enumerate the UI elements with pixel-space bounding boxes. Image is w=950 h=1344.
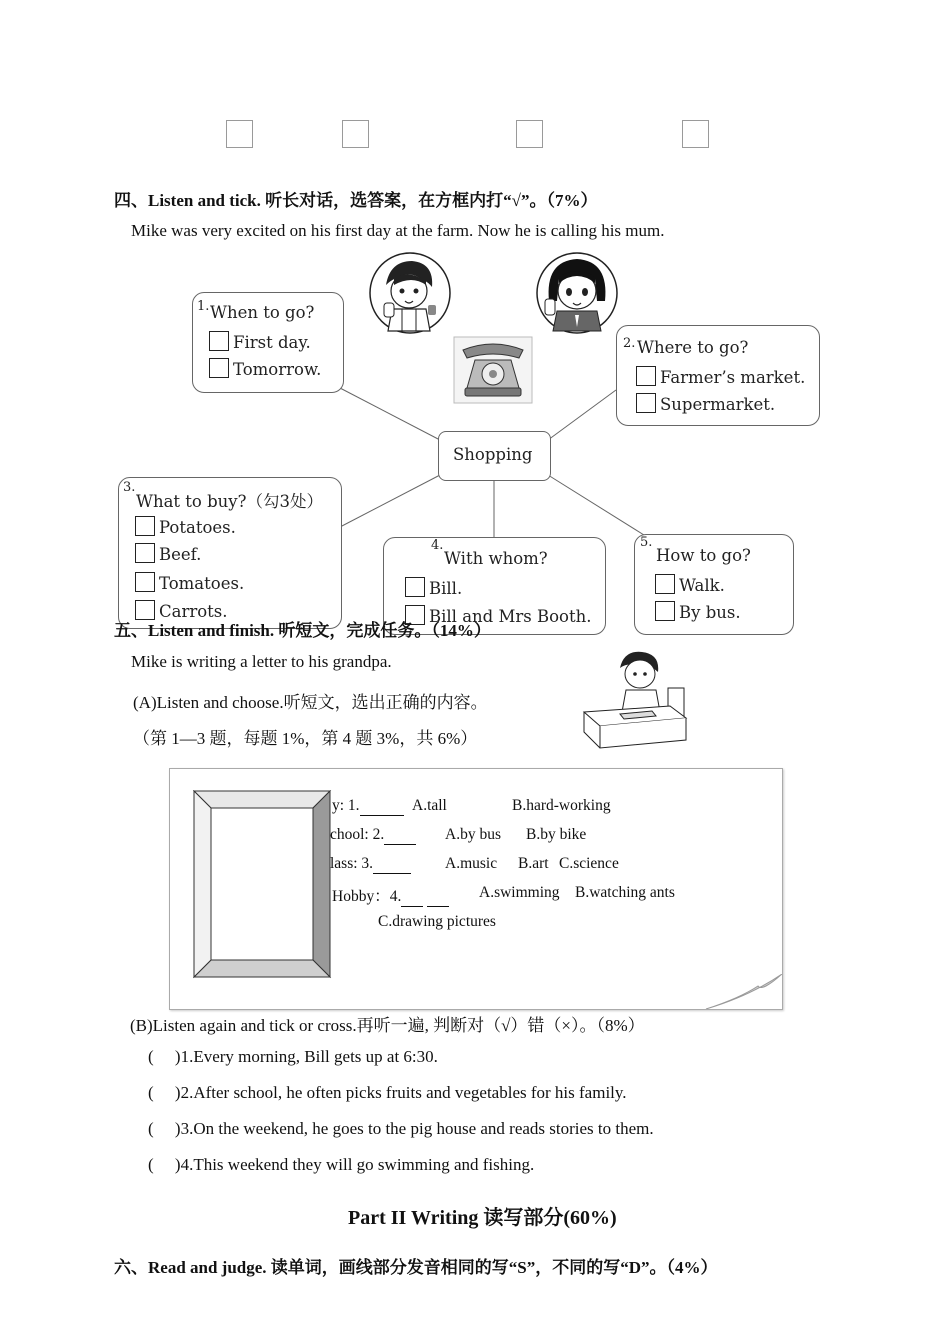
section5-partA: (A)Listen and choose.听短文，选出正确的内容。 bbox=[133, 693, 488, 712]
section4-heading: 四、Listen and tick. 听长对话，选答案，在方框内打“√”。（7%） bbox=[114, 191, 598, 210]
q1-number: 1. bbox=[197, 299, 210, 314]
q2-option2-label: Supermarket. bbox=[660, 395, 776, 414]
row3-label: lass: 3. bbox=[330, 855, 374, 872]
judge-item-1[interactable]: ( )1.Every morning, Bill gets up at 6:30. bbox=[148, 1047, 438, 1066]
section5-heading: 五、Listen and finish. 听短文，完成任务。（14%） bbox=[114, 621, 491, 640]
q1-title: When to go? bbox=[210, 303, 315, 322]
row4-optB: B.watching ants bbox=[575, 884, 675, 901]
row2-label: chool: 2. bbox=[330, 826, 385, 843]
card-row1 bbox=[332, 797, 404, 816]
q4-option1-checkbox[interactable] bbox=[405, 577, 425, 597]
q3-option3[interactable] bbox=[135, 572, 244, 593]
card-row4 bbox=[332, 884, 449, 907]
row3-optB: B.art bbox=[518, 855, 549, 872]
q2-title: Where to go? bbox=[637, 338, 749, 357]
q2-option1-checkbox[interactable] bbox=[636, 366, 656, 386]
section4-intro: Mike was very excited on his first day at the farm. Now he is calling his mum. bbox=[131, 221, 665, 240]
row1-blank[interactable] bbox=[360, 797, 404, 816]
q5-option1[interactable] bbox=[655, 574, 725, 595]
row3-blank[interactable] bbox=[373, 855, 411, 874]
question3-bubble bbox=[118, 477, 342, 629]
q5-option1-label: Walk. bbox=[679, 576, 725, 595]
q3-option3-checkbox[interactable] bbox=[135, 572, 155, 592]
q5-title: How to go? bbox=[656, 546, 751, 565]
q4-option2-label: Bill and Mrs Booth. bbox=[429, 607, 592, 626]
row2-blank[interactable] bbox=[384, 826, 416, 845]
q3-option1-label: Potatoes. bbox=[159, 518, 236, 537]
q3-option1[interactable] bbox=[135, 516, 236, 537]
row2-optB: B.by bike bbox=[526, 826, 587, 843]
q4-title: With whom? bbox=[444, 549, 548, 568]
q3-option3-label: Tomatoes. bbox=[159, 574, 245, 593]
q1-option2[interactable] bbox=[209, 358, 321, 379]
letter-card bbox=[169, 768, 783, 1010]
row1-optA: A.tall bbox=[412, 797, 447, 814]
q1-option2-checkbox[interactable] bbox=[209, 358, 229, 378]
q5-number: 5. bbox=[640, 535, 653, 550]
row3-optA: A.music bbox=[445, 855, 498, 872]
section5-partB: (B)Listen again and tick or cross.再听一遍, 判断对（√）错（×）。（8%） bbox=[130, 1016, 645, 1035]
row2-optA: A.by bus bbox=[445, 826, 501, 843]
page-curl bbox=[700, 974, 782, 1009]
question5-bubble bbox=[634, 534, 794, 635]
q1-option1-checkbox[interactable] bbox=[209, 331, 229, 351]
boy-writing-illustration bbox=[580, 648, 690, 752]
q5-option2-checkbox[interactable] bbox=[655, 601, 675, 621]
q2-option2[interactable] bbox=[636, 393, 775, 414]
q3-number: 3. bbox=[123, 480, 136, 495]
row1-optB: B.hard-working bbox=[512, 797, 611, 814]
judge-item-2[interactable]: ( )2.After school, he often picks fruits and vegetables for his family. bbox=[148, 1083, 627, 1102]
q5-option2[interactable] bbox=[655, 601, 741, 622]
q5-option2-label: By bus. bbox=[679, 603, 741, 622]
q3-option4-label: Carrots. bbox=[159, 602, 228, 621]
q4-option1[interactable] bbox=[405, 577, 462, 598]
row4-optA: A.swimming bbox=[479, 884, 560, 901]
q2-option2-checkbox[interactable] bbox=[636, 393, 656, 413]
q1-option1[interactable] bbox=[209, 331, 311, 352]
girl-illustration bbox=[535, 251, 619, 335]
row5-optC: C.drawing pictures bbox=[378, 913, 496, 930]
q4-number: 4. bbox=[431, 538, 444, 553]
q3-option2[interactable] bbox=[135, 543, 201, 564]
judge-item-4[interactable]: ( )4.This weekend they will go swimming and fishing. bbox=[148, 1155, 535, 1174]
center-label: Shopping bbox=[453, 445, 533, 464]
q2-option1-label: Farmer’s market. bbox=[660, 368, 806, 387]
judge-item-3[interactable]: ( )3.On the weekend, he goes to the pig house and reads stories to them. bbox=[148, 1119, 654, 1138]
q2-number: 2. bbox=[623, 336, 636, 351]
card-row2 bbox=[330, 826, 416, 845]
question2-bubble bbox=[616, 325, 820, 426]
row4-blank-2[interactable] bbox=[427, 888, 449, 907]
q4-option1-label: Bill. bbox=[429, 579, 463, 598]
q3-option2-checkbox[interactable] bbox=[135, 543, 155, 563]
section5-partA-note: （第 1—3 题，每题 1%，第 4 题 3%，共 6%） bbox=[133, 729, 478, 748]
boy-illustration bbox=[368, 251, 452, 335]
q3-option1-checkbox[interactable] bbox=[135, 516, 155, 536]
mindmap-center-shopping bbox=[438, 431, 551, 481]
q3-option2-label: Beef. bbox=[159, 545, 202, 564]
q3-title: What to buy?（勾3处） bbox=[136, 492, 323, 511]
q1-option1-label: First day. bbox=[233, 333, 311, 352]
question1-bubble bbox=[192, 292, 344, 393]
row4-label: Hobby：4. bbox=[332, 888, 402, 905]
row4-blank-1[interactable] bbox=[401, 888, 423, 907]
q2-option1[interactable] bbox=[636, 366, 805, 387]
telephone-illustration bbox=[453, 336, 533, 404]
section5-intro: Mike is writing a letter to his grandpa. bbox=[131, 652, 392, 671]
q5-option1-checkbox[interactable] bbox=[655, 574, 675, 594]
q1-option2-label: Tomorrow. bbox=[233, 360, 322, 379]
section6-heading: 六、Read and judge. 读单词，画线部分发音相同的写“S”，不同的写“D”。（4%） bbox=[114, 1258, 718, 1277]
photo-frame bbox=[193, 790, 333, 980]
part2-title: Part II Writing 读写部分(60%) bbox=[348, 1207, 617, 1229]
card-row3 bbox=[330, 855, 411, 874]
row1-label: y: 1. bbox=[332, 797, 360, 814]
row3-optC: C.science bbox=[559, 855, 619, 872]
